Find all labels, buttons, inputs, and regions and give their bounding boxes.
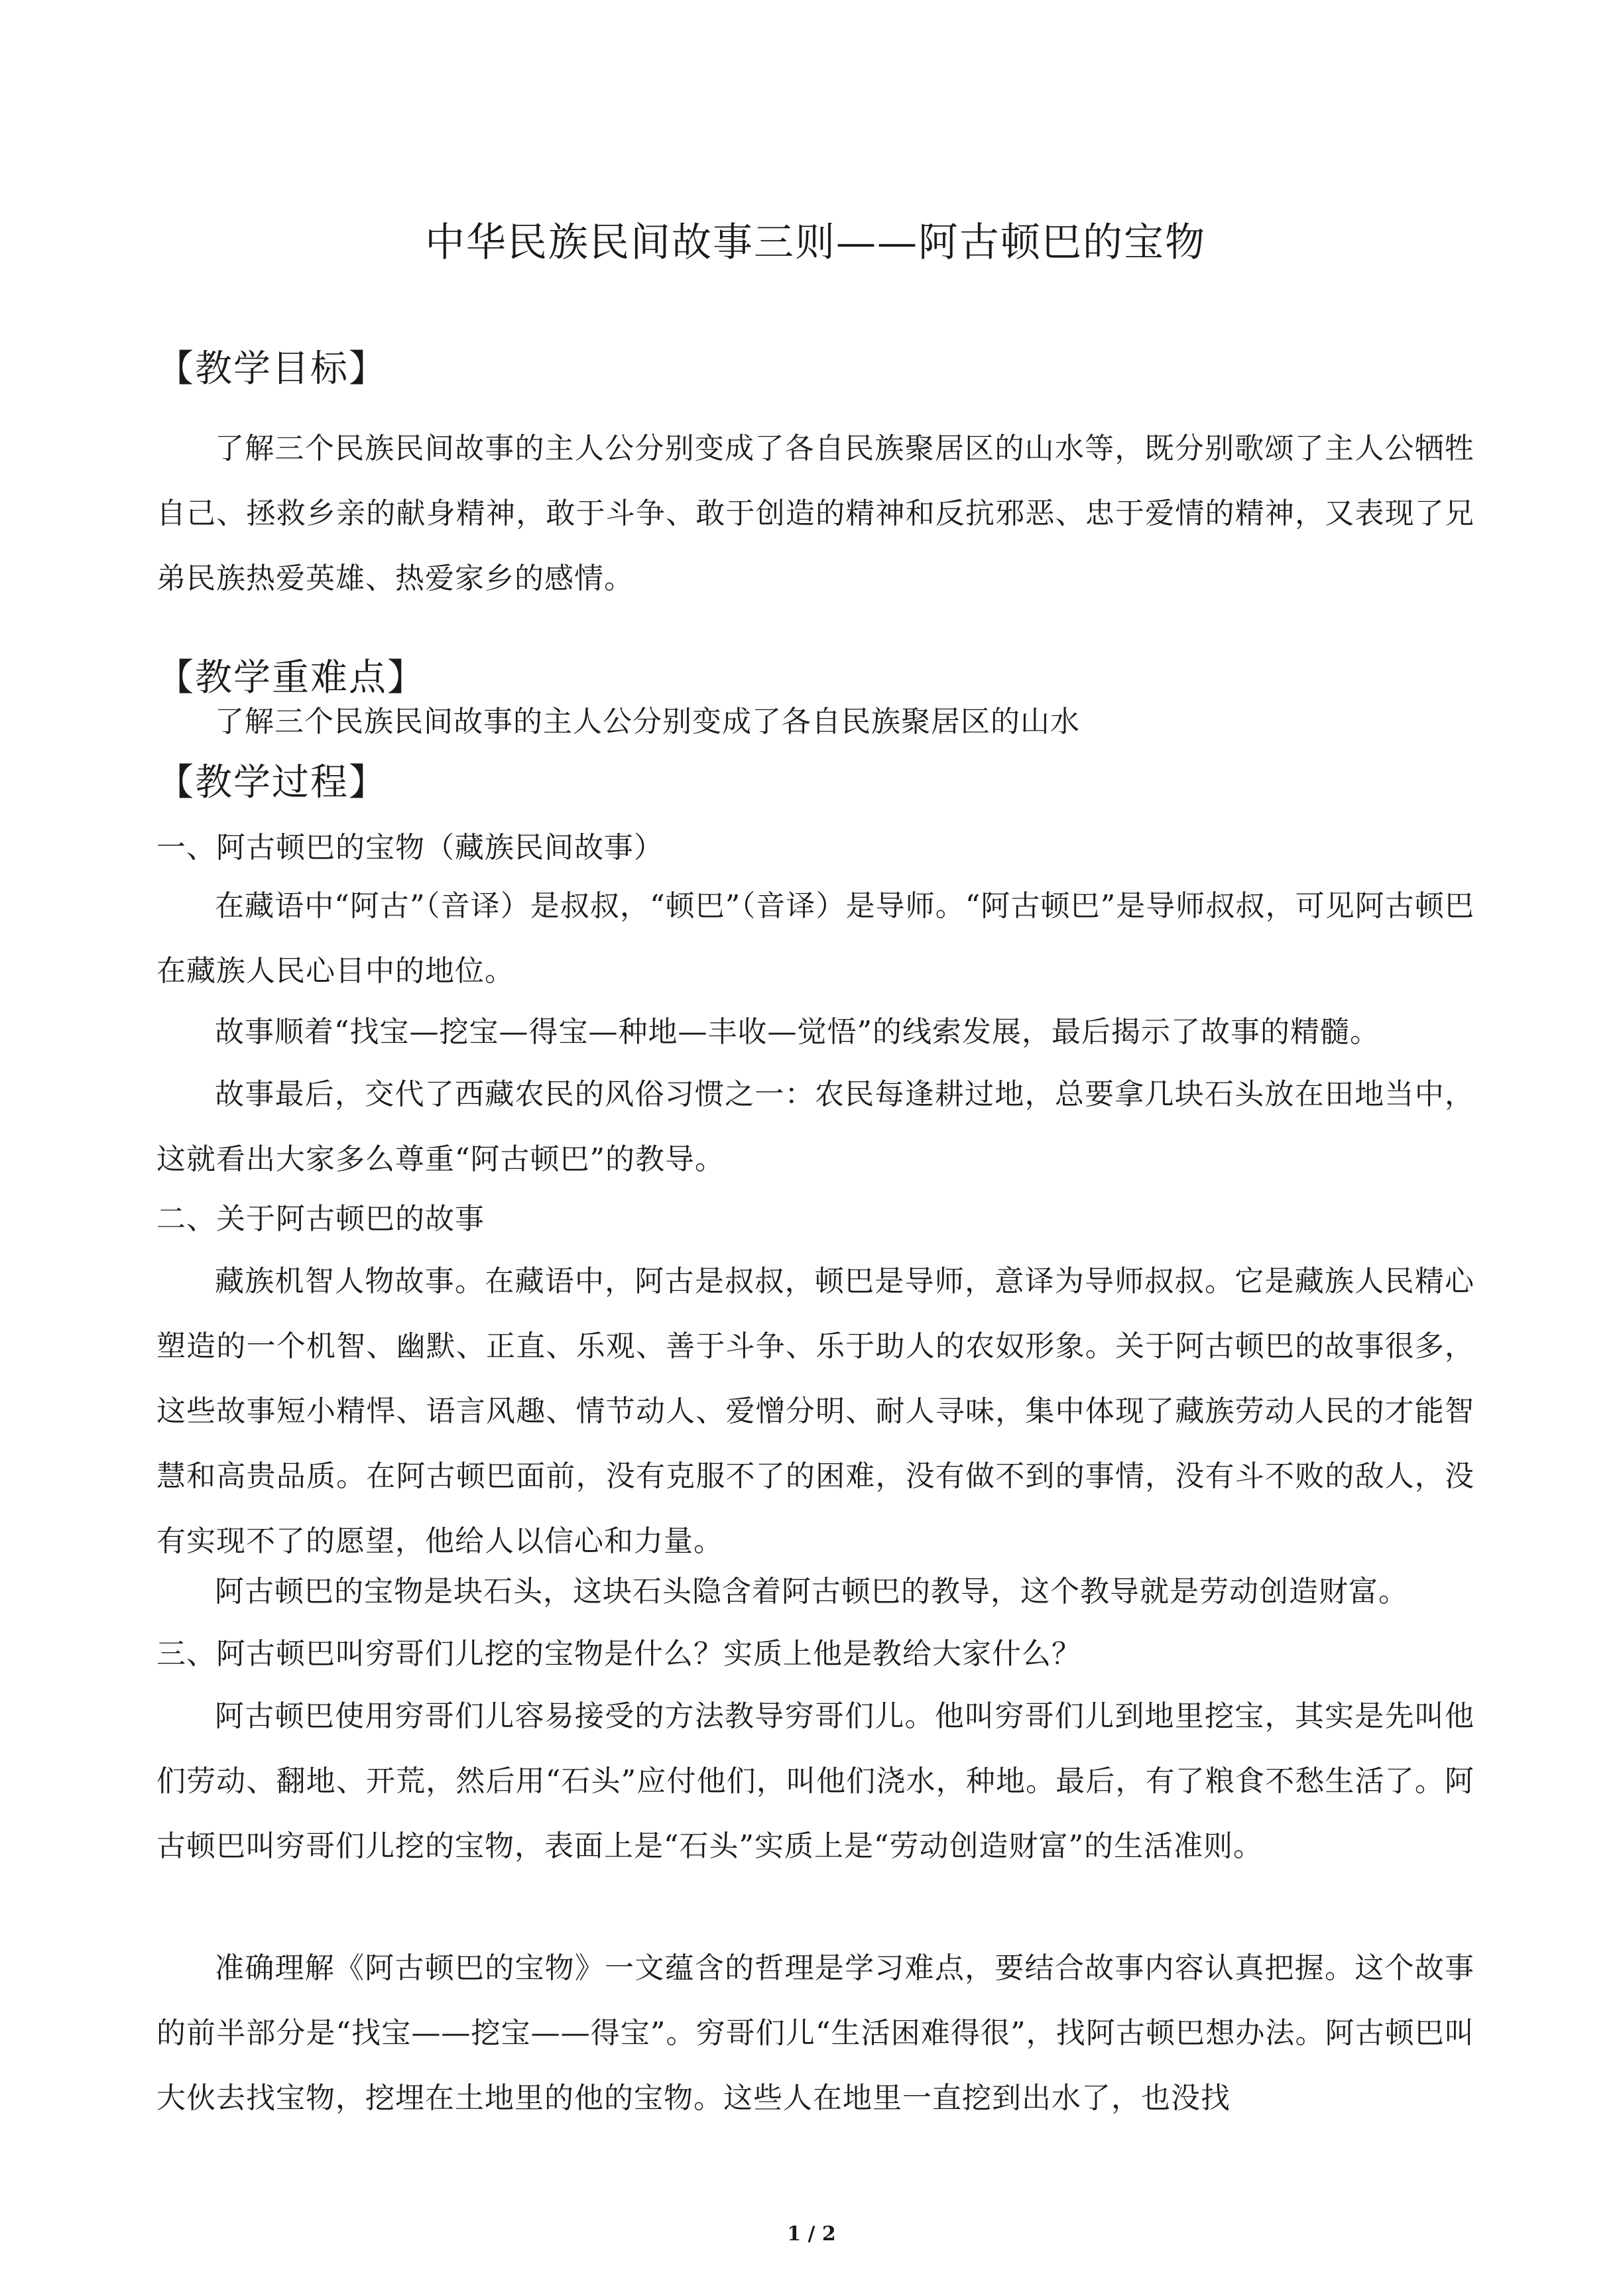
heading-teaching-goal: 【教学目标】 [156,347,387,391]
goal-paragraph: 了解三个民族民间故事的主人公分别变成了各自民族聚居区的山水等，既分别歌颂了主人公牺牲自己、拯救乡亲的献身精神，敢于斗争、敢于创造的精神和反抗邪恶、忠于爱情的精神，又表现了兄弟民族热爱英雄、热爱家乡的感情。 [156,432,1474,595]
section-3-paragraph-1: 阿古顿巴使用穷哥们儿容易接受的方法教导穷哥们儿。他叫穷哥们儿到地里挖宝，其实是先叫他们劳动、翻地、开荒，然后用“石头”应付他们，叫他们浇水，种地。最后，有了粮食不愁生活了。阿古顿巴叫穷哥们儿挖的宝物，表面上是“石头”实质上是“劳动创造财富”的生活准则。 [156,1699,1474,1863]
heading-teaching-process: 【教学过程】 [156,761,387,804]
section-1-title: 一、阿古顿巴的宝物（藏族民间故事） [156,831,664,865]
section-1-paragraph-3: 故事最后，交代了西藏农民的风俗习惯之一：农民每逢耕过地，总要拿几块石头放在田地当中，这就看出大家多么尊重“阿古顿巴”的教导。 [156,1077,1474,1176]
section-1-paragraph-1: 在藏语中“阿古”（音译）是叔叔，“顿巴”（音译）是导师。“阿古顿巴”是导师叔叔，可见阿古顿巴在藏族人民心目中的地位。 [156,889,1474,988]
key-paragraph: 了解三个民族民间故事的主人公分别变成了各自民族聚居区的山水 [215,705,1080,739]
section-2-title: 二、关于阿古顿巴的故事 [156,1202,485,1236]
section-1-paragraph-2: 故事顺着“找宝—挖宝—得宝—种地—丰收—觉悟”的线索发展，最后揭示了故事的精髓。 [215,1015,1380,1049]
section-2-paragraph-1: 藏族机智人物故事。在藏语中，阿古是叔叔，顿巴是导师，意译为导师叔叔。它是藏族人民精心塑造的一个机智、幽默、正直、乐观、善于斗争、乐于助人的农奴形象。关于阿古顿巴的故事很多，这些故事短小精悍、语言风趣、情节动人、爱憎分明、耐人寻味，集中体现了藏族劳动人民的才能智慧和高贵品质。在阿古顿巴面前，没有克服不了的困难，没有做不到的事情，没有斗不败的敌人，没有实现不了的愿望，他给人以信心和力量。 [156,1264,1474,1558]
section-3-title: 三、阿古顿巴叫穷哥们儿挖的宝物是什么？实质上他是教给大家什么？ [156,1637,1081,1671]
heading-key-points: 【教学重难点】 [156,656,426,699]
section-2-paragraph-2: 阿古顿巴的宝物是块石头，这块石头隐含着阿古顿巴的教导，这个教导就是劳动创造财富。 [215,1575,1408,1608]
section-3-paragraph-2: 准确理解《阿古顿巴的宝物》一文蕴含的哲理是学习难点，要结合故事内容认真把握。这个故事的前半部分是“找宝——挖宝——得宝”。穷哥们儿“生活困难得很”，找阿古顿巴想办法。阿古顿巴叫大伙去找宝物，挖埋在土地里的他的宝物。这些人在地里一直挖到出水了，也没找 [156,1951,1474,2115]
page-number: 1 / 2 [787,2222,836,2246]
page-title: 中华民族民间故事三则——阿古顿巴的宝物 [425,219,1206,266]
